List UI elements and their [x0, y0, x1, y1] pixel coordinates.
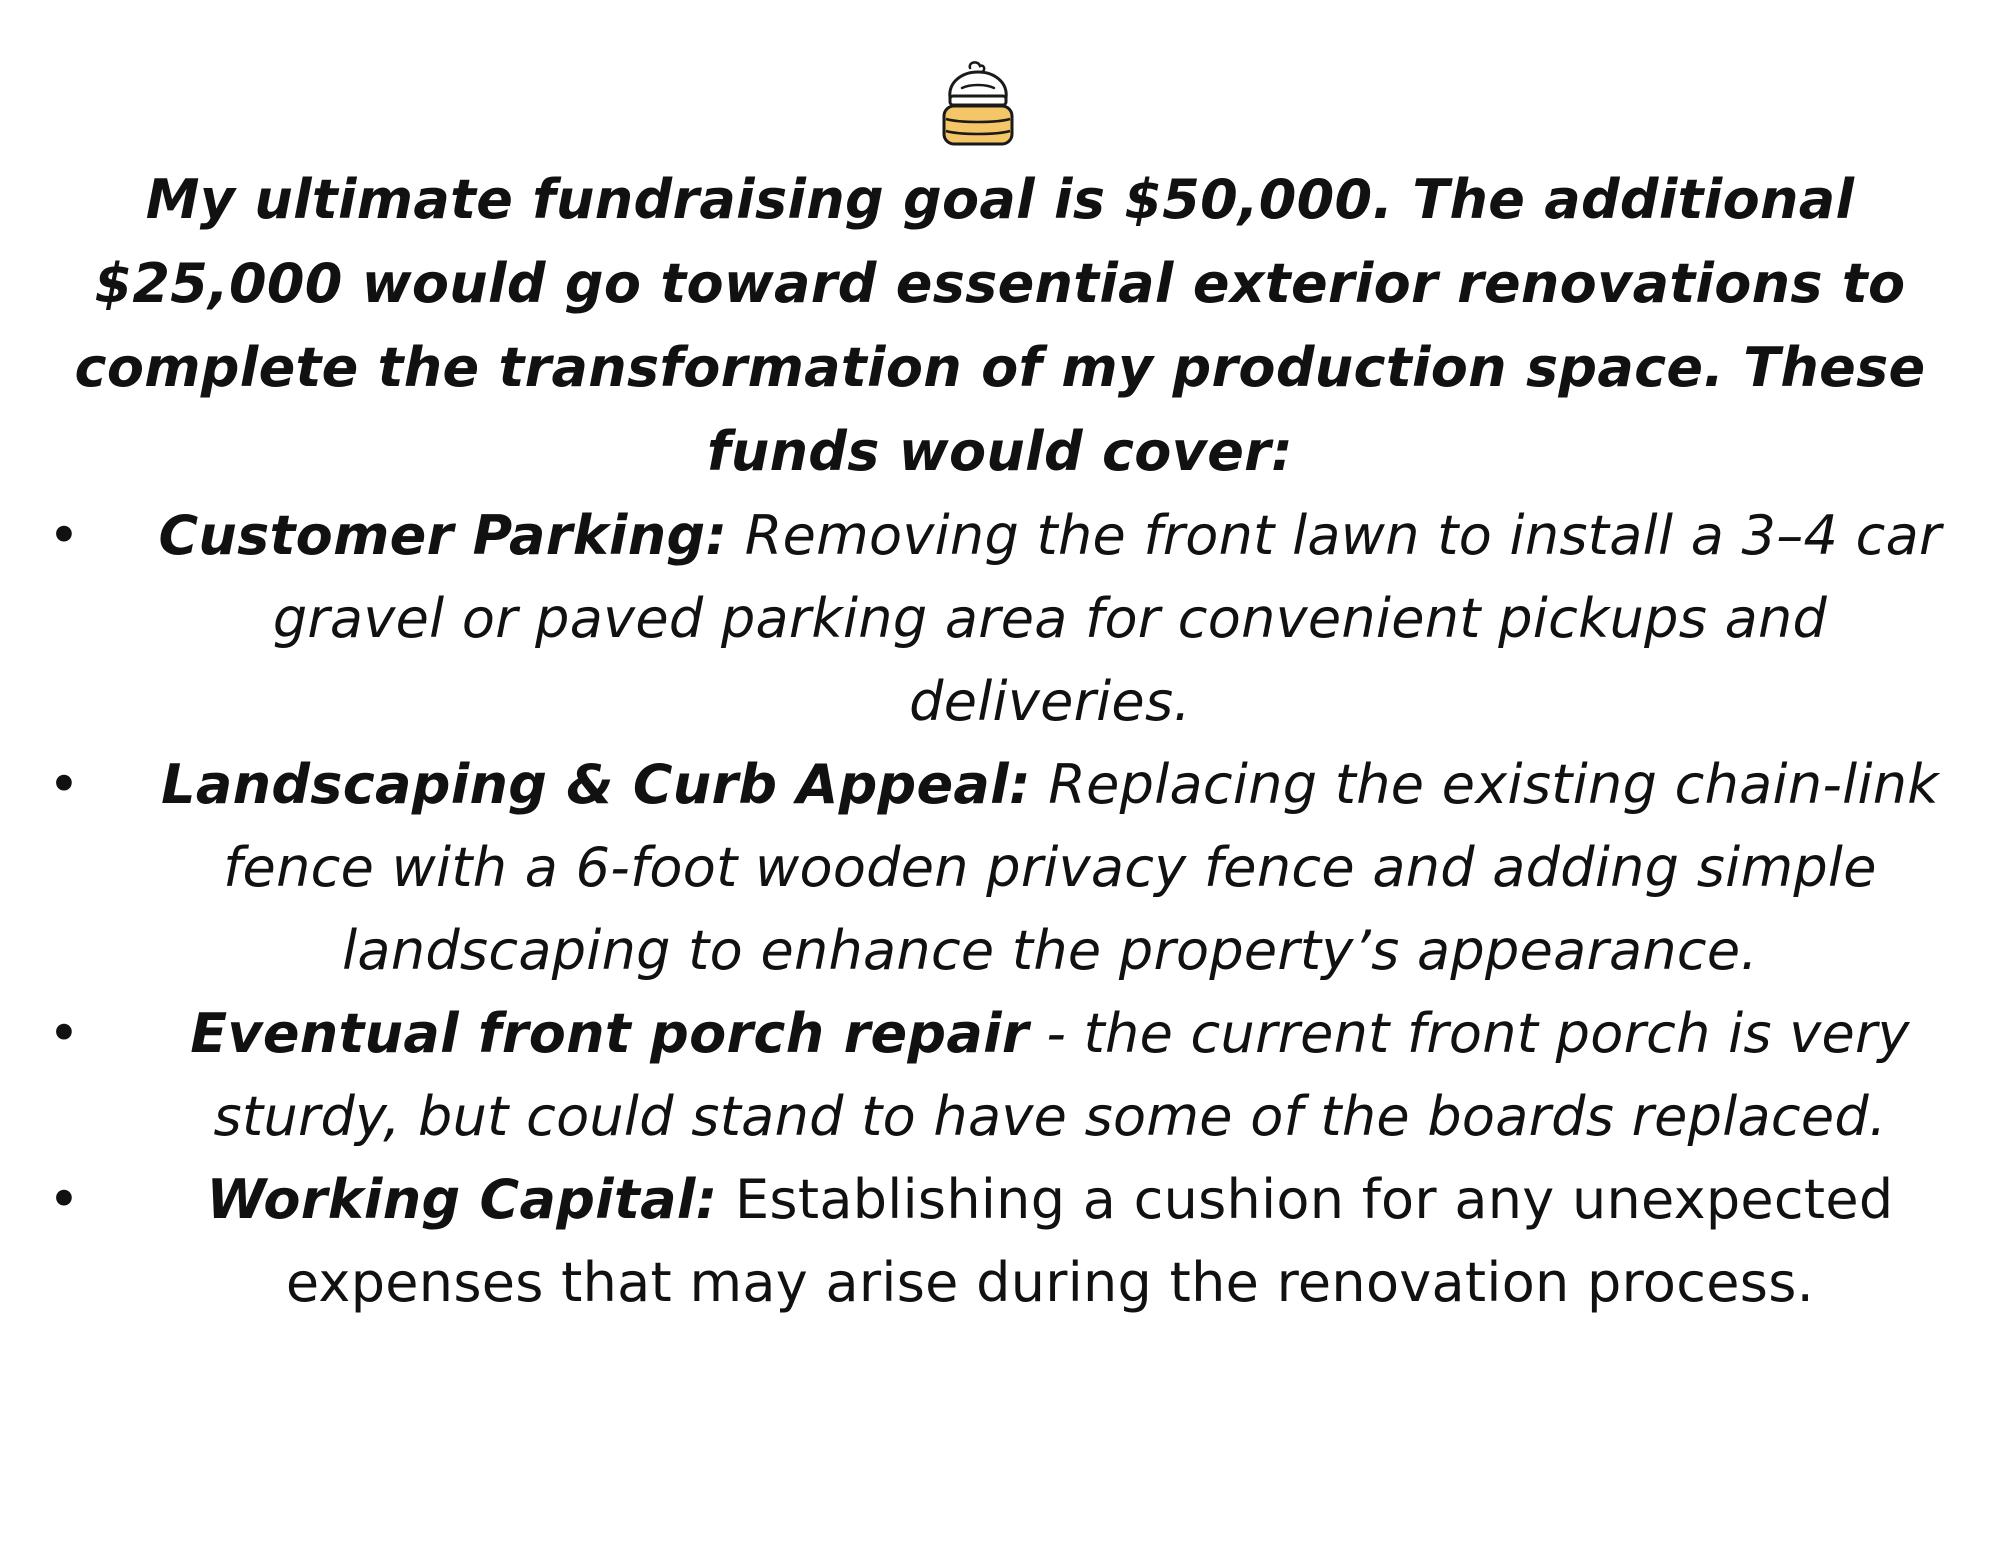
item-description: Establishing a cushion for any unexpected expenses that may arise during the renovation process.	[285, 1168, 1894, 1314]
item-description: Removing the front lawn to install a 3–4 car gravel or paved parking area for convenient pickups and deliveries.	[272, 504, 1942, 733]
funding-items-list	[30, 494, 1975, 1324]
item-description: - the current front porch is very sturdy, but could stand to have some of the boards replaced.	[213, 1002, 1910, 1148]
bullet-icon: •	[48, 753, 81, 816]
item-lead: Eventual front porch repair	[190, 1002, 1029, 1065]
list-item-working-capital	[30, 1158, 1975, 1324]
item-lead: Landscaping & Curb Appeal:	[161, 753, 1031, 816]
bullet-icon: •	[48, 1002, 81, 1065]
list-item-landscaping	[30, 743, 1975, 992]
list-item-porch-repair	[30, 992, 1975, 1158]
intro-paragraph: My ultimate fundraising goal is $50,000. The additional $25,000 would go toward essential exterior renovations to complete the transformation of my production space. These funds would cover:	[74, 168, 1926, 483]
item-lead: Customer Parking:	[158, 504, 728, 567]
cake-icon	[940, 58, 1016, 148]
bullet-icon: •	[48, 504, 81, 567]
item-lead: Working Capital:	[206, 1168, 718, 1231]
list-item-customer-parking	[30, 494, 1975, 743]
item-description: Replacing the existing chain-link fence with a 6-foot wooden privacy fence and adding simple landscaping to enhance the property’s appearance.	[223, 753, 1939, 982]
bullet-icon: •	[48, 1168, 81, 1231]
